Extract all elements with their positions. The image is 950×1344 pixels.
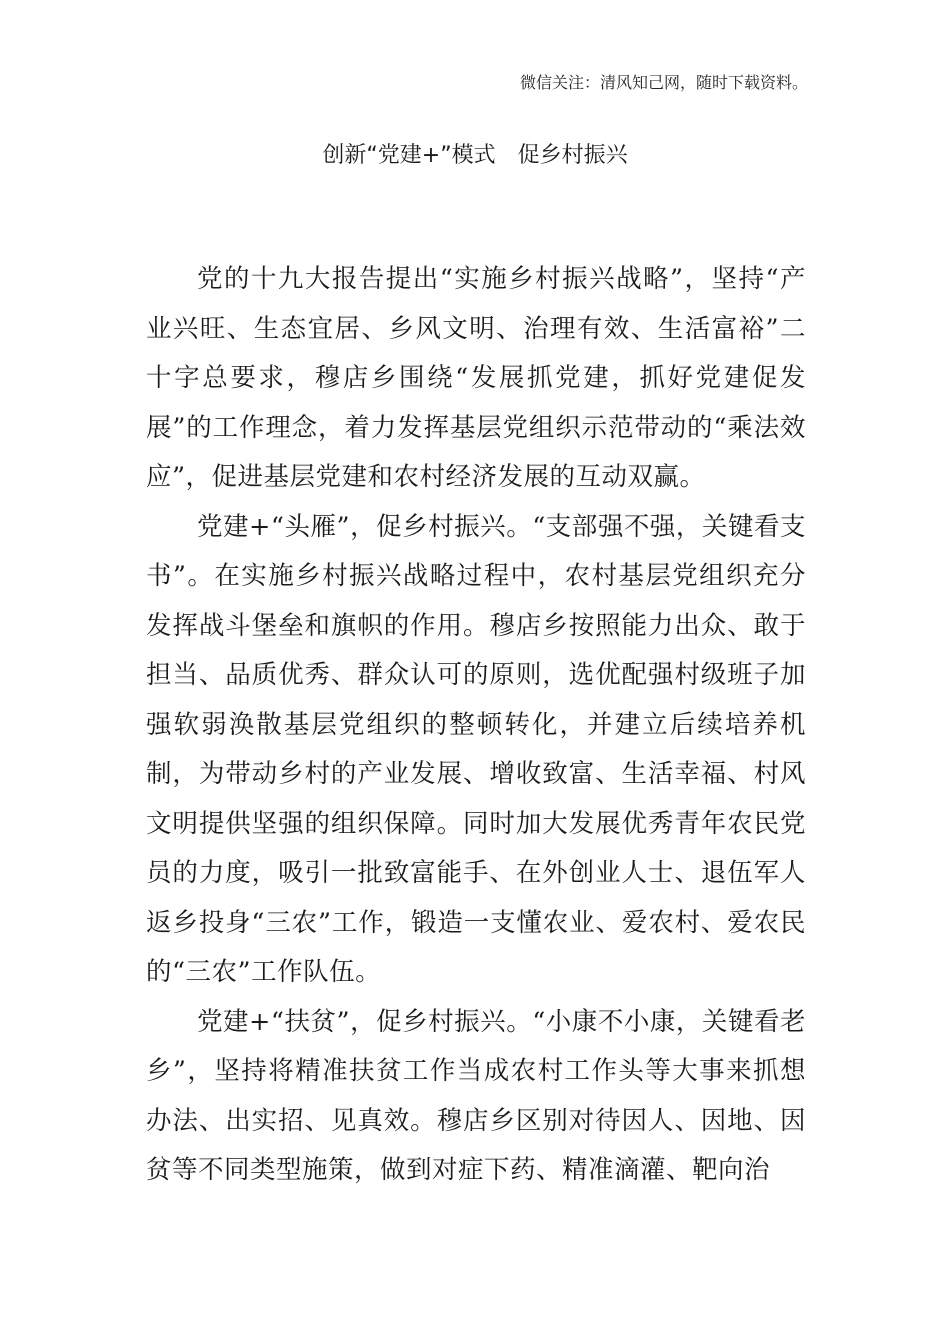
paragraph-intro: 党的十九大报告提出“实施乡村振兴战略”，坚持“产业兴旺、生态宜居、乡风文明、治理有效、生活富裕”二十字总要求，穆店乡围绕“发展抓党建，抓好党建促发展”的工作理念，着力发挥基层党组织示范带动的“乘法效应”，促进基层党建和农村经济发展的互动双赢。 — [146, 264, 806, 492]
header-note: 微信关注：清风知己网，随时下载资料。 — [519, 73, 808, 92]
document-title: 创新“党建+”模式 促乡村振兴 — [322, 143, 628, 168]
paragraph-toutyan: 党建+“头雁”，促乡村振兴。“支部强不强，关键看支书”。在实施乡村振兴战略过程中，农村基层党组织充分发挥战斗堡垒和旗帜的作用。穆店乡按照能力出众、敢于担当、品质优秀、群众认可的原则，选优配强村级班子加强软弱涣散基层党组织的整顿转化，并建立后续培养机制，为带动乡村的产业发展、增收致富、生活幸福、村风文明提供坚强的组织保障。同时加大发展优秀青年农民党员的力度，吸引一批致富能手、在外创业人士、退伍军人返乡投身“三农”工作，锻造一支懂农业、爱农村、爱农民的“三农”工作队伍。 — [146, 511, 806, 987]
document-body — [146, 255, 806, 1196]
paragraph-fupin: 党建+“扶贫”，促乡村振兴。“小康不小康，关键看老乡”，坚持将精准扶贫工作当成农村工作头等大事来抓想办法、出实招、见真效。穆店乡区别对待因人、因地、因贫等不同类型施策，做到对症下药、精准滴灌、靶向治 — [146, 1006, 806, 1185]
